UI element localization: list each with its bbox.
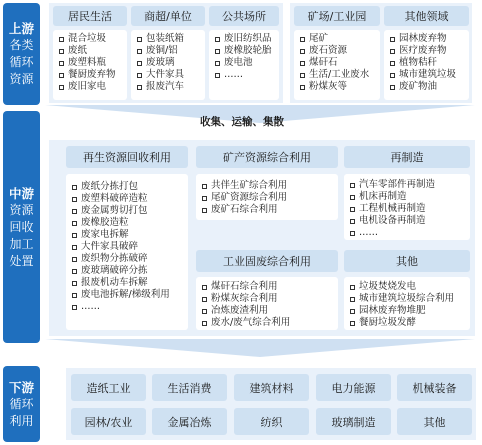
- list-item: [59, 45, 123, 57]
- midstream-list-remanufacturing: [344, 174, 470, 240]
- midstream-list-recycling: [66, 174, 188, 330]
- list-item: [390, 45, 465, 57]
- checkbox-icon: [350, 219, 355, 224]
- checkbox-icon: [350, 231, 355, 236]
- checkbox-icon: [350, 195, 355, 200]
- list-item: [72, 253, 184, 265]
- item-text: 废水/废气综合利用: [211, 317, 291, 328]
- upstream-header-other: 其他领域: [384, 6, 469, 26]
- item-text: 废纸: [68, 45, 88, 56]
- item-text: 废玻璃: [146, 57, 175, 68]
- checkbox-icon: [300, 61, 305, 66]
- list-item: [215, 57, 275, 69]
- checkbox-icon: [59, 49, 64, 54]
- stage-line: 各类: [9, 38, 34, 52]
- list-item: [390, 69, 465, 81]
- item-text: 废家电拆解: [81, 229, 129, 240]
- list-item: [350, 227, 466, 239]
- checkbox-icon: [202, 297, 207, 302]
- upstream-list-public: [209, 30, 279, 100]
- checkbox-icon: [59, 85, 64, 90]
- item-text: 大件家具: [146, 69, 185, 80]
- checkbox-icon: [300, 37, 305, 42]
- checkbox-icon: [72, 293, 77, 298]
- checkbox-icon: [72, 269, 77, 274]
- list-item: [59, 81, 123, 93]
- item-text: ……: [224, 69, 243, 80]
- checkbox-icon: [202, 309, 207, 314]
- item-text: 废电池拆解/梯级利用: [81, 289, 170, 300]
- upstream-list-other: [384, 30, 469, 100]
- downstream-cell: 其他: [397, 408, 472, 435]
- stage-line: 利用: [9, 413, 34, 428]
- midstream-header-mineral: 矿产资源综合利用: [196, 146, 338, 168]
- list-item: [72, 229, 184, 241]
- item-text: 餐厨废弃物: [68, 69, 116, 80]
- list-item: [202, 281, 334, 293]
- list-item: [215, 45, 275, 57]
- downstream-cell: 电力能源: [316, 374, 391, 401]
- checkbox-icon: [59, 73, 64, 78]
- checkbox-icon: [390, 37, 395, 42]
- item-text: 机床再制造: [359, 191, 407, 202]
- list-item: [59, 57, 123, 69]
- item-text: 粉煤灰等: [309, 81, 348, 92]
- upstream-header-commercial: 商超/单位: [131, 6, 205, 26]
- list-item: [137, 69, 201, 81]
- checkbox-icon: [390, 85, 395, 90]
- checkbox-icon: [300, 49, 305, 54]
- item-text: 废纸分拣打包: [81, 181, 139, 192]
- stage-line: 回收: [9, 219, 34, 234]
- item-text: 植物秸秆: [399, 57, 438, 68]
- item-text: 废铜/铝: [146, 45, 178, 56]
- checkbox-icon: [137, 61, 142, 66]
- item-text: 废旧家电: [68, 81, 107, 92]
- list-item: [59, 33, 123, 45]
- checkbox-icon: [72, 185, 77, 190]
- stage-title: 中游: [8, 185, 34, 201]
- checkbox-icon: [350, 207, 355, 212]
- item-text: 医疗废弃物: [399, 45, 447, 56]
- checkbox-icon: [202, 184, 207, 189]
- checkbox-icon: [137, 49, 142, 54]
- list-item: [202, 305, 334, 317]
- checkbox-icon: [390, 73, 395, 78]
- item-text: 尾矿资源综合利用: [211, 192, 288, 203]
- list-item: [137, 33, 201, 45]
- stage-line: 资源: [9, 202, 34, 217]
- item-text: 城市建筑垃圾: [399, 69, 457, 80]
- list-item: [300, 69, 376, 81]
- stage-line: 加工: [9, 236, 34, 251]
- item-text: 餐厨垃圾发酵: [359, 317, 417, 328]
- checkbox-icon: [350, 285, 355, 290]
- list-item: [390, 57, 465, 69]
- midstream-list-other: [344, 277, 470, 330]
- checkbox-icon: [350, 297, 355, 302]
- checkbox-icon: [215, 61, 220, 66]
- list-item: [300, 81, 376, 93]
- item-text: 报废机动车拆解: [81, 277, 148, 288]
- list-item: [202, 192, 334, 204]
- list-item: [72, 301, 184, 313]
- checkbox-icon: [72, 221, 77, 226]
- item-text: 废矿物油: [399, 81, 438, 92]
- list-item: [215, 69, 275, 81]
- checkbox-icon: [72, 197, 77, 202]
- item-text: 大件家具破碎: [81, 241, 139, 252]
- list-item: [72, 181, 184, 193]
- item-text: 废金属剪切打包: [81, 205, 148, 216]
- list-item: [137, 57, 201, 69]
- stage-line: 资源: [9, 72, 34, 86]
- list-item: [350, 293, 466, 305]
- downstream-cell: 生活消费: [152, 374, 227, 401]
- downstream-cell: 园林/农业: [71, 408, 146, 435]
- checkbox-icon: [350, 309, 355, 314]
- upstream-list-commercial: [131, 30, 205, 100]
- checkbox-icon: [350, 183, 355, 188]
- checkbox-icon: [202, 285, 207, 290]
- checkbox-icon: [215, 37, 220, 42]
- checkbox-icon: [72, 245, 77, 250]
- list-item: [350, 203, 466, 215]
- item-text: 电机设备再制造: [359, 215, 426, 226]
- checkbox-icon: [390, 49, 395, 54]
- checkbox-icon: [350, 321, 355, 326]
- midstream-header-industrial-waste: 工业固废综合利用: [196, 250, 338, 272]
- list-item: [72, 265, 184, 277]
- list-item: [72, 277, 184, 289]
- upstream-header-mining: 矿场/工业园: [294, 6, 380, 26]
- list-item: [72, 289, 184, 301]
- item-text: 汽车零部件再制造: [359, 179, 436, 190]
- item-text: 废织物分拣破碎: [81, 253, 148, 264]
- item-text: 尾矿: [309, 33, 329, 44]
- list-item: [350, 317, 466, 329]
- flow-label: 收集、运输、集散: [200, 116, 284, 128]
- downstream-cell: 玻璃制造: [316, 408, 391, 435]
- item-text: 冶炼废渣利用: [211, 305, 269, 316]
- item-text: 煤矸石: [309, 57, 338, 68]
- item-text: 园林废弃物堆肥: [359, 305, 426, 316]
- list-item: [350, 305, 466, 317]
- stage-line: 循环: [9, 396, 34, 411]
- list-item: [300, 57, 376, 69]
- list-item: [59, 69, 123, 81]
- item-text: 报废汽车: [146, 81, 185, 92]
- upstream-header-residential: 居民生活: [53, 6, 127, 26]
- stage-midstream-label: [3, 111, 40, 343]
- midstream-header-recycling: 再生资源回收利用: [66, 146, 188, 168]
- item-text: 粉煤灰综合利用: [211, 293, 278, 304]
- item-text: 废塑料破碎造粒: [81, 193, 148, 204]
- checkbox-icon: [215, 73, 220, 78]
- list-item: [350, 215, 466, 227]
- item-text: 包装纸箱: [146, 33, 185, 44]
- midstream-list-mineral: [196, 174, 338, 220]
- stage-line: 循环: [9, 55, 34, 69]
- checkbox-icon: [202, 321, 207, 326]
- item-text: 废橡胶轮胎: [224, 45, 272, 56]
- checkbox-icon: [300, 85, 305, 90]
- checkbox-icon: [202, 196, 207, 201]
- checkbox-icon: [72, 209, 77, 214]
- item-text: 园林废弃物: [399, 33, 447, 44]
- item-text: 废矿石综合利用: [211, 204, 278, 215]
- upstream-header-public: 公共场所: [209, 6, 279, 26]
- upstream-list-mining: [294, 30, 380, 100]
- downstream-cell: 机械装备: [397, 374, 472, 401]
- list-item: [350, 191, 466, 203]
- stage-title: 上游: [8, 21, 34, 36]
- checkbox-icon: [72, 305, 77, 310]
- list-item: [137, 81, 201, 93]
- flow-arrow-down: [45, 339, 475, 357]
- list-item: [300, 45, 376, 57]
- upstream-list-residential: [53, 30, 127, 100]
- checkbox-icon: [215, 49, 220, 54]
- item-text: 城市建筑垃圾综合利用: [359, 293, 455, 304]
- checkbox-icon: [72, 257, 77, 262]
- downstream-cell: 纺织: [234, 408, 309, 435]
- item-text: 废橡胶造粒: [81, 217, 129, 228]
- checkbox-icon: [137, 73, 142, 78]
- midstream-header-other: 其他: [344, 250, 470, 272]
- checkbox-icon: [72, 281, 77, 286]
- checkbox-icon: [300, 73, 305, 78]
- list-item: [72, 205, 184, 217]
- list-item: [72, 193, 184, 205]
- stage-downstream-label: [3, 366, 40, 442]
- item-text: 混合垃圾: [68, 33, 107, 44]
- item-text: 废玻璃破碎分拣: [81, 265, 148, 276]
- item-text: 废石资源: [309, 45, 348, 56]
- list-item: [137, 45, 201, 57]
- downstream-cell: 建筑材料: [234, 374, 309, 401]
- item-text: 废电池: [224, 57, 253, 68]
- item-text: 煤矸石综合利用: [211, 281, 278, 292]
- stage-upstream-label: [3, 3, 40, 105]
- checkbox-icon: [137, 85, 142, 90]
- item-text: ……: [359, 227, 378, 238]
- list-item: [390, 33, 465, 45]
- list-item: [390, 81, 465, 93]
- midstream-list-industrial-waste: [196, 277, 338, 330]
- checkbox-icon: [390, 61, 395, 66]
- midstream-header-remanufacturing: 再制造: [344, 146, 470, 168]
- checkbox-icon: [202, 208, 207, 213]
- item-text: 废旧纺织品: [224, 33, 272, 44]
- item-text: 共伴生矿综合利用: [211, 180, 288, 191]
- item-text: 工程机械再制造: [359, 203, 426, 214]
- list-item: [300, 33, 376, 45]
- item-text: 生活/工业废水: [309, 69, 370, 80]
- item-text: 废塑料瓶: [68, 57, 107, 68]
- downstream-cell: 造纸工业: [71, 374, 146, 401]
- list-item: [202, 317, 334, 329]
- stage-title: 下游: [8, 379, 34, 395]
- checkbox-icon: [59, 37, 64, 42]
- checkbox-icon: [137, 37, 142, 42]
- item-text: 垃圾焚烧发电: [359, 281, 417, 292]
- list-item: [215, 33, 275, 45]
- downstream-cell: 金属冶炼: [152, 408, 227, 435]
- list-item: [202, 180, 334, 192]
- list-item: [72, 217, 184, 229]
- list-item: [72, 241, 184, 253]
- checkbox-icon: [72, 233, 77, 238]
- stage-line: 处置: [9, 253, 34, 268]
- checkbox-icon: [59, 61, 64, 66]
- list-item: [202, 293, 334, 305]
- list-item: [350, 281, 466, 293]
- list-item: [350, 179, 466, 191]
- list-item: [202, 204, 334, 216]
- item-text: ……: [81, 301, 100, 312]
